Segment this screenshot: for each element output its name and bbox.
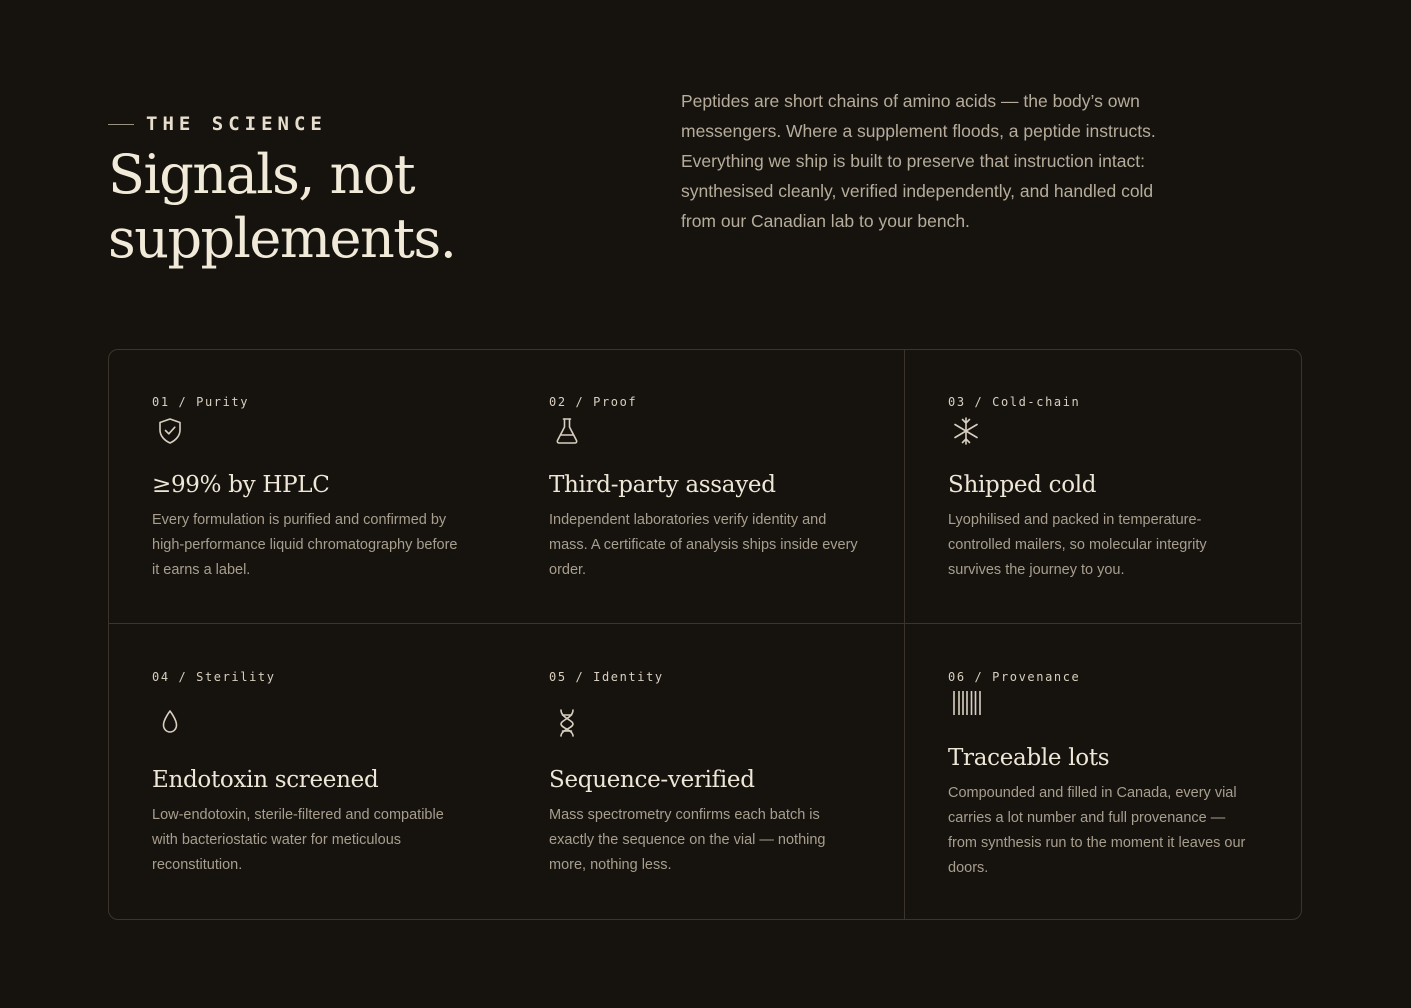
feature-card-purity: [109, 350, 506, 624]
feature-body: Compounded and filled in Canada, every vial carries a lot number and full provenance — from synthesis run to the moment it leaves our doors.: [948, 785, 1246, 876]
feature-card-identity: [506, 624, 904, 919]
feature-body: Lyophilised and packed in temperature-controlled mailers, so molecular integrity survives the journey to you.: [948, 512, 1207, 578]
flask-icon: [553, 416, 581, 448]
feature-card-cold-chain: [904, 350, 1301, 624]
feature-card-sterility: [109, 624, 506, 919]
feature-card-proof: [506, 350, 904, 624]
feature-body: Low-endotoxin, sterile-filtered and compatible with bacteriostatic water for meticulous reconstitution.: [152, 807, 444, 873]
feature-card-provenance: [904, 624, 1301, 919]
feature-index: 01 / Purity: [152, 395, 250, 409]
feature-title: ≥99% by HPLC: [152, 472, 330, 498]
feature-body: Independent laboratories verify identity and mass. A certificate of analysis ships inside every order.: [549, 512, 858, 578]
dna-icon: [553, 707, 581, 739]
feature-index: 03 / Cold-chain: [948, 395, 1081, 409]
headline-line-2: supplements.: [108, 207, 456, 270]
section-headline: [108, 143, 588, 271]
snowflake-icon: [952, 416, 980, 448]
barcode-icon: [952, 689, 980, 721]
feature-title: Sequence-verified: [549, 767, 755, 793]
section-eyebrow: [108, 113, 327, 135]
feature-title: Traceable lots: [948, 745, 1110, 771]
feature-body: Mass spectrometry confirms each batch is exactly the sequence on the vial — nothing more, nothing less.: [549, 807, 826, 873]
feature-title: Endotoxin screened: [152, 767, 379, 793]
feature-index: 04 / Sterility: [152, 670, 276, 684]
droplet-icon: [156, 707, 184, 739]
feature-index: 06 / Provenance: [948, 670, 1081, 684]
feature-title: Shipped cold: [948, 472, 1097, 498]
section-intro: Peptides are short chains of amino acids — the body’s own messengers. Where a supplement floods, a peptide instructs. Everything we ship is built to preserve that instruction intact: synthesised cleanly, verified independently, and handled cold from our Canadian lab to your bench.: [681, 91, 1156, 231]
feature-index: 05 / Identity: [549, 670, 664, 684]
feature-title: Third-party assayed: [549, 472, 776, 498]
feature-index: 02 / Proof: [549, 395, 638, 409]
eyebrow-dash: [108, 124, 134, 125]
feature-body: Every formulation is purified and confirmed by high-performance liquid chromatography before it earns a label.: [152, 512, 458, 578]
features-grid: [108, 349, 1302, 920]
eyebrow-label: THE SCIENCE: [146, 113, 327, 135]
headline-line-1: Signals, not: [108, 143, 415, 206]
shield-check-icon: [156, 416, 184, 448]
